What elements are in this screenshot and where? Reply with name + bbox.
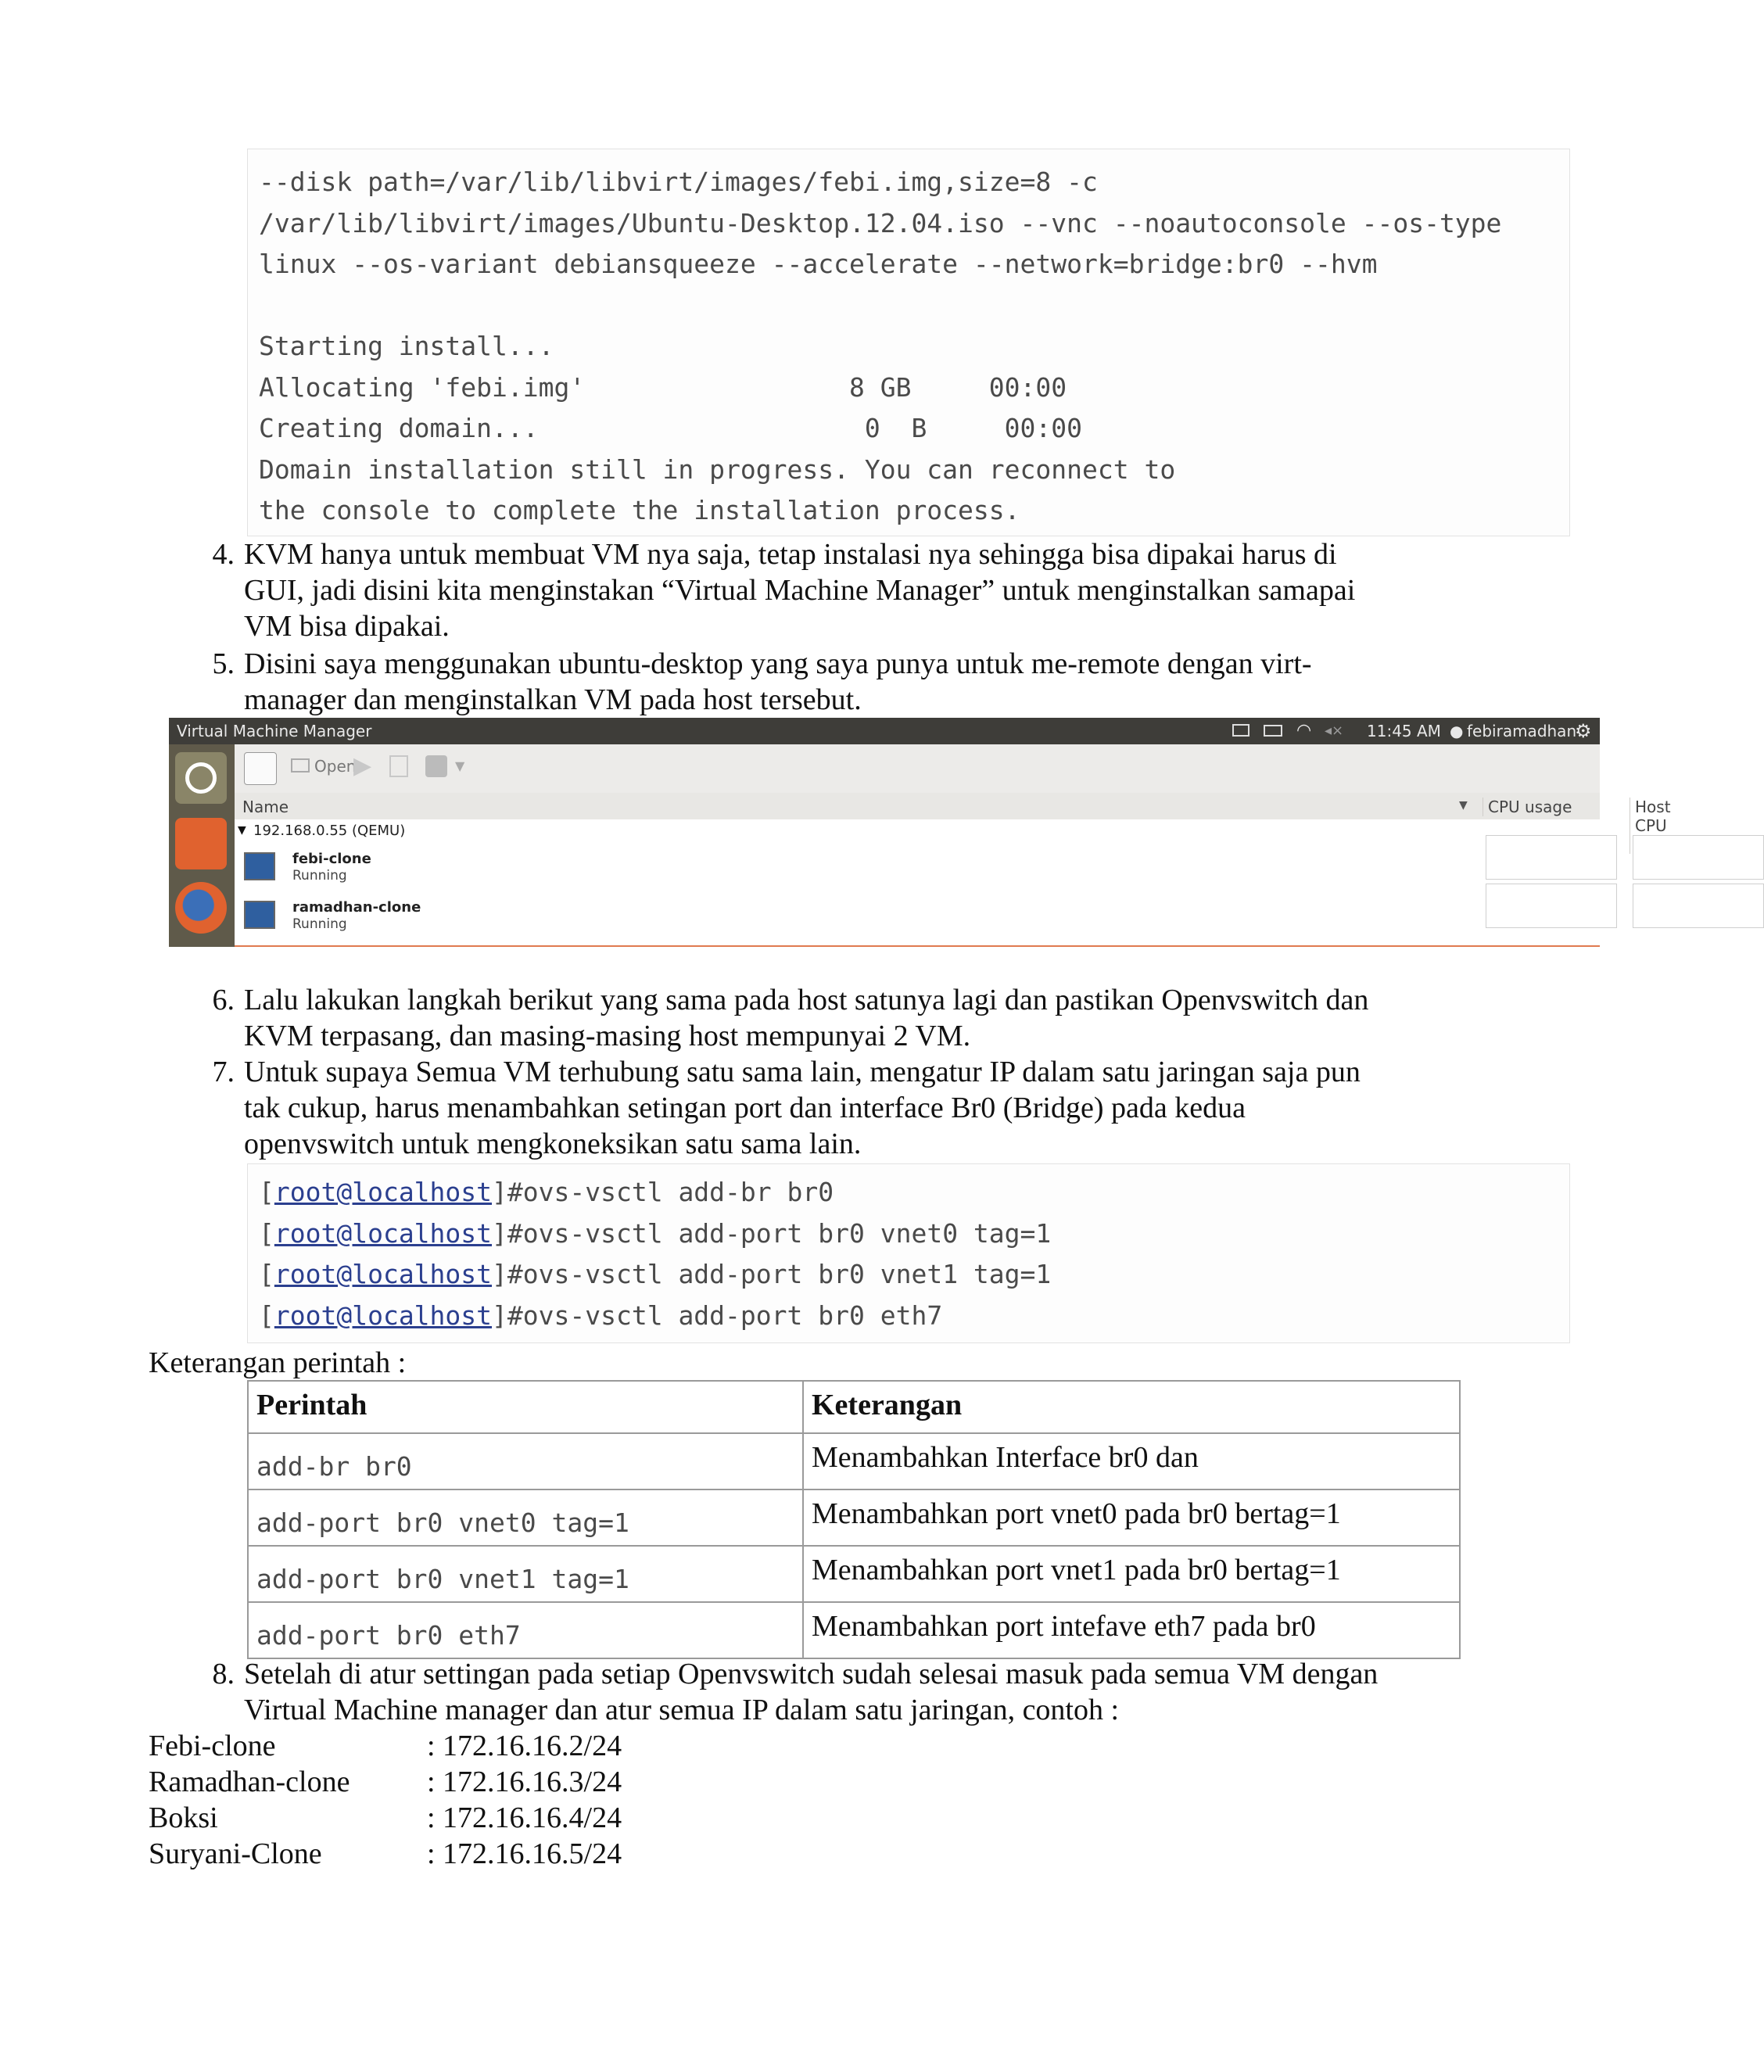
firefox-icon[interactable] bbox=[175, 882, 227, 934]
mail-icon bbox=[1232, 724, 1250, 737]
vm-screen-icon bbox=[244, 852, 275, 880]
code-line: --disk path=/var/lib/libvirt/images/febi.img,size=8 -c bbox=[259, 167, 1098, 197]
vmm-screenshot bbox=[169, 718, 1671, 947]
ip-value: : 172.16.16.2/24 bbox=[427, 1730, 622, 1762]
code-line: Starting install... bbox=[259, 331, 554, 361]
code-line: [root@localhost]#ovs-vsctl add-br br0 bbox=[259, 1177, 834, 1207]
vm-status: Running bbox=[292, 916, 347, 932]
command-cell: add-port br0 vnet0 tag=1 bbox=[248, 1489, 803, 1546]
vm-screen-icon bbox=[244, 901, 275, 929]
step-text: manager dan menginstalkan VM pada host tersebut. bbox=[244, 683, 862, 716]
step-text: VM bisa dipakai. bbox=[244, 610, 450, 643]
host-connection[interactable]: 192.168.0.55 (QEMU) bbox=[253, 823, 406, 839]
code-line: /var/lib/libvirt/images/Ubuntu-Desktop.12.04.iso --vnc --noautoconsole --os-type bbox=[259, 207, 1502, 238]
code-line bbox=[259, 285, 1569, 327]
play-icon[interactable]: ▶ bbox=[353, 752, 372, 780]
command-cell: add-port br0 vnet1 tag=1 bbox=[248, 1546, 803, 1602]
ip-value: : 172.16.16.3/24 bbox=[427, 1766, 622, 1798]
step-6 bbox=[195, 982, 1486, 1054]
step-text: KVM hanya untuk membuat VM nya saja, tetap instalasi nya sehingga bisa dipakai harus di bbox=[244, 538, 1337, 571]
code-line: the console to complete the installation process. bbox=[259, 495, 1020, 525]
table-header bbox=[248, 1381, 1460, 1433]
command-cell: add-br br0 bbox=[248, 1433, 803, 1489]
battery-icon bbox=[1264, 725, 1282, 737]
header-cell: Perintah bbox=[248, 1381, 803, 1433]
step-text: openvswitch untuk mengkoneksikan satu sama lain. bbox=[244, 1127, 862, 1160]
cpu-usage-graph bbox=[1486, 835, 1617, 880]
command-table bbox=[247, 1380, 1461, 1659]
description-cell: Menambahkan Interface br0 dan bbox=[803, 1433, 1460, 1489]
col-name: Name bbox=[242, 798, 289, 816]
step-text: tak cukup, harus menambahkan setingan port dan interface Br0 (Bridge) pada kedua bbox=[244, 1092, 1246, 1124]
ip-value: : 172.16.16.5/24 bbox=[427, 1837, 622, 1870]
vm-label: Suryani-Clone bbox=[149, 1837, 322, 1870]
step-text: Untuk supaya Semua VM terhubung satu sama lain, mengatur IP dalam satu jaringan saja pun bbox=[244, 1056, 1361, 1088]
power-icon[interactable] bbox=[425, 755, 447, 777]
description-cell: Menambahkan port vnet1 pada br0 bertag=1 bbox=[803, 1546, 1460, 1602]
table-row bbox=[248, 1546, 1460, 1602]
step-text: Lalu lakukan langkah berikut yang sama pada host satunya lagi dan pastikan Openvswitch dan bbox=[244, 984, 1369, 1016]
step-number: 7. bbox=[212, 1056, 235, 1088]
host-link[interactable]: root@localhost bbox=[274, 1177, 493, 1207]
table-row bbox=[248, 1602, 1460, 1658]
step-8 bbox=[195, 1656, 1486, 1728]
vm-row[interactable] bbox=[235, 894, 1407, 941]
step-text: Virtual Machine manager dan atur semua IP dalam satu jaringan, contoh : bbox=[244, 1694, 1120, 1726]
clock: 11:45 AM bbox=[1367, 722, 1441, 740]
host-cpu-usage-graph bbox=[1633, 884, 1764, 928]
step-text: Setelah di atur settingan pada setiap Openvswitch sudah selesai masuk pada semua VM dengan bbox=[244, 1658, 1379, 1690]
step-number: 5. bbox=[212, 647, 235, 680]
user-icon: ● bbox=[1450, 722, 1464, 740]
vm-label: Ramadhan-clone bbox=[149, 1766, 350, 1798]
chevron-down-icon[interactable]: ▼ bbox=[455, 758, 465, 773]
code-line: [root@localhost]#ovs-vsctl add-port br0 vnet0 tag=1 bbox=[259, 1217, 1052, 1249]
step-text: KVM terpasang, dan masing-masing host mempunyai 2 VM. bbox=[244, 1020, 971, 1052]
table-row bbox=[248, 1489, 1460, 1546]
command-cell: add-port br0 eth7 bbox=[248, 1602, 803, 1658]
cpu-usage-graph bbox=[1486, 884, 1617, 928]
vm-name: febi-clone bbox=[292, 851, 371, 867]
code-line: linux --os-variant debiansqueeze --accelerate --network=bridge:br0 --hvm bbox=[259, 249, 1378, 279]
vm-label: Boksi bbox=[149, 1801, 218, 1834]
new-vm-icon[interactable] bbox=[244, 752, 277, 785]
window-title: Virtual Machine Manager bbox=[177, 722, 372, 740]
volume-icon: ◂× bbox=[1325, 722, 1344, 739]
expand-icon[interactable]: ▼ bbox=[238, 824, 246, 837]
code-block-ovs bbox=[247, 1163, 1570, 1343]
ip-value: : 172.16.16.4/24 bbox=[427, 1801, 622, 1834]
folder-icon[interactable] bbox=[175, 818, 227, 869]
vm-row[interactable] bbox=[235, 846, 1407, 893]
step-text: Disini saya menggunakan ubuntu-desktop yang saya punya untuk me-remote dengan virt- bbox=[244, 647, 1312, 680]
col-cpu-usage: CPU usage bbox=[1483, 798, 1572, 816]
top-panel bbox=[169, 718, 1600, 744]
step-7 bbox=[195, 1054, 1486, 1163]
vm-list bbox=[235, 819, 1600, 947]
code-line: [root@localhost]#ovs-vsctl add-port br0 vnet1 tag=1 bbox=[259, 1259, 1052, 1289]
wifi-icon: ◠ bbox=[1296, 721, 1312, 740]
step-5 bbox=[195, 646, 1486, 718]
code-line: Domain installation still in progress. You can reconnect to bbox=[259, 453, 1176, 485]
launcher bbox=[169, 744, 235, 947]
description-cell: Menambahkan port vnet0 pada br0 bertag=1 bbox=[803, 1489, 1460, 1546]
keterangan-label: Keterangan perintah : bbox=[149, 1346, 407, 1379]
open-button[interactable]: Open bbox=[314, 757, 357, 776]
code-line: [root@localhost]#ovs-vsctl add-port br0 eth7 bbox=[259, 1299, 943, 1331]
monitor-icon bbox=[291, 758, 310, 773]
user-name: febiramadhan bbox=[1467, 722, 1577, 740]
pause-icon[interactable] bbox=[389, 755, 408, 777]
host-link[interactable]: root@localhost bbox=[274, 1259, 493, 1289]
col-host-cpu-usage: Host CPU bbox=[1630, 798, 1682, 854]
bottom-divider bbox=[235, 945, 1600, 947]
step-number: 8. bbox=[212, 1658, 235, 1690]
vm-status: Running bbox=[292, 868, 347, 884]
step-text: GUI, jadi disini kita menginstakan “Virtual Machine Manager” untuk menginstalkan samapai bbox=[244, 574, 1356, 607]
vm-name: ramadhan-clone bbox=[292, 899, 421, 916]
code-block-install bbox=[247, 149, 1570, 536]
ubuntu-logo-icon[interactable] bbox=[175, 752, 227, 804]
code-line: Allocating 'febi.img' 8 GB 00:00 bbox=[259, 371, 1067, 403]
code-line: Creating domain... 0 B 00:00 bbox=[259, 413, 1082, 443]
step-number: 6. bbox=[212, 984, 235, 1016]
toolbar bbox=[235, 744, 1600, 794]
host-link[interactable]: root@localhost bbox=[274, 1299, 493, 1331]
vm-label: Febi-clone bbox=[149, 1730, 276, 1762]
host-link[interactable]: root@localhost bbox=[274, 1217, 493, 1249]
step-number: 4. bbox=[212, 538, 235, 571]
header-cell: Keterangan bbox=[803, 1381, 1460, 1433]
gear-icon: ⚙ bbox=[1575, 720, 1592, 742]
table-row bbox=[248, 1433, 1460, 1489]
description-cell: Menambahkan port intefave eth7 pada br0 bbox=[803, 1602, 1460, 1658]
host-cpu-usage-graph bbox=[1633, 835, 1764, 880]
sort-chevron-icon[interactable]: ▼ bbox=[1459, 799, 1468, 812]
step-4 bbox=[195, 536, 1486, 646]
